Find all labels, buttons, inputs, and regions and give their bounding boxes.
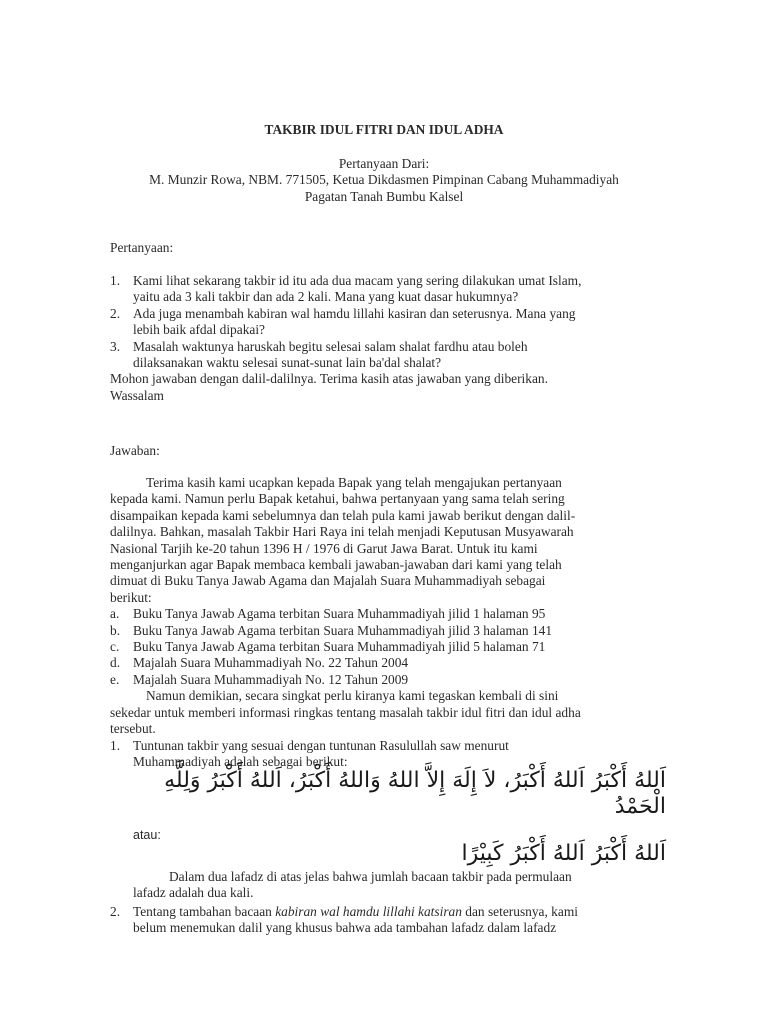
paragraph-line: dimuat di Buku Tanya Jawab Agama dan Majalah Suara Muhammadiyah sebagai — [110, 573, 546, 589]
atau-label: atau: — [133, 828, 161, 842]
question-number: 2. — [110, 305, 121, 321]
reference-text: Majalah Suara Muhammadiyah No. 22 Tahun 2004 — [133, 655, 409, 671]
reference-item — [110, 655, 658, 671]
question-line: yaitu ada 3 kali takbir dan ada 2 kali. Mana yang kuat dasar hukumnya? — [133, 289, 519, 305]
answer-point-1 — [110, 738, 658, 771]
paragraph-line: berikut: — [110, 589, 152, 605]
reference-text: Buku Tanya Jawab Agama terbitan Suara Muhammadiyah jilid 1 halaman 95 — [133, 606, 546, 622]
question-list — [110, 273, 670, 404]
arabic-takbir-2: اَللهُ أَكْبَرُ اَللهُ أَكْبَرُ كَبِيْرًا — [461, 841, 666, 866]
point-text: Tentang tambahan bacaan — [133, 904, 276, 919]
source-line-1: M. Munzir Rowa, NBM. 771505, Ketua Dikdasmen Pimpinan Cabang Muhammadiyah — [149, 172, 619, 188]
paragraph-line: menganjurkan agar Bapak membaca kembali jawaban-jawaban dari kami yang telah — [110, 557, 562, 573]
point-italic-phrase: kabiran wal hamdu lillahi katsiran — [275, 904, 462, 919]
question-number: 3. — [110, 338, 121, 354]
answer-label: Jawaban: — [110, 443, 160, 458]
paragraph-line: Namun demikian, secara singkat perlu kiranya kami tegaskan kembali di sini — [146, 688, 559, 704]
explanation-line: lafadz adalah dua kali. — [133, 885, 254, 901]
reference-text: Buku Tanya Jawab Agama terbitan Suara Muhammadiyah jilid 5 halaman 71 — [133, 639, 546, 655]
question-line: Masalah waktunya haruskah begitu selesai salam shalat fardhu atau boleh — [133, 338, 528, 354]
explanation — [110, 869, 658, 902]
point-line: belum menemukan dalil yang khusus bahwa ada tambahan lafadz dalam lafadz — [133, 920, 557, 936]
question-number: 1. — [110, 273, 121, 288]
paragraph-line: dalilnya. Bahkan, masalah Takbir Hari Raya ini telah menjadi Keputusan Musyawarah — [110, 524, 574, 540]
paragraph-line: Nasional Tarjih ke-20 tahun 1396 H / 1976 di Garut Jawa Barat. Untuk itu kami — [110, 540, 538, 556]
reference-letter: c. — [110, 639, 120, 655]
question-item — [110, 339, 670, 372]
point-text: dan seterusnya, kami — [461, 904, 578, 919]
source-line-2: Pagatan Tanah Bumbu Kalsel — [304, 188, 464, 204]
reference-letter: b. — [110, 622, 121, 638]
reference-letter: d. — [110, 655, 121, 671]
reference-letter: e. — [110, 671, 120, 687]
document-title: TAKBIR IDUL FITRI DAN IDUL ADHA — [264, 122, 504, 137]
reference-letter: a. — [110, 606, 120, 622]
arabic-takbir-1: اَللهُ أَكْبَرُ اَللهُ أَكْبَرُ، لاَ إِلَهَ إِلاَّ اللهُ وَاللهُ أَكْبَرُ، اَللهُ أَكْبَرُ وَلِلَّهِ الْحَمْدُ — [164, 768, 666, 819]
reference-item — [110, 623, 658, 639]
explanation-line: Dalam dua lafadz di atas jelas bahwa jumlah bacaan takbir pada permulaan — [169, 869, 572, 884]
question-line: lebih baik afdal dipakai? — [133, 322, 265, 338]
point-line: Muhammadiyah adalah sebagai berikut: — [133, 753, 348, 769]
closing-greeting: Wassalam — [110, 387, 164, 403]
paragraph-line: disampaikan kepada kami sebelumnya dan telah pula kami jawab berikut dengan dalil- — [110, 507, 576, 523]
paragraph-line: tersebut. — [110, 721, 156, 737]
question-item — [110, 273, 670, 306]
question-source — [0, 156, 768, 205]
reference-text: Majalah Suara Muhammadiyah No. 12 Tahun 2009 — [133, 671, 409, 687]
question-item — [110, 306, 670, 339]
reference-item — [110, 639, 658, 655]
answer-paragraph-1 — [110, 475, 658, 770]
point-number: 2. — [110, 904, 121, 919]
paragraph-line: sekedar untuk memberi informasi ringkas tentang masalah takbir idul fitri dan idul adha — [110, 704, 581, 720]
questions-label: Pertanyaan: — [110, 240, 174, 255]
question-line: Ada juga menambah kabiran wal hamdu lillahi kasiran dan seterusnya. Mana yang — [133, 305, 576, 321]
reference-text: Buku Tanya Jawab Agama terbitan Suara Muhammadiyah jilid 3 halaman 141 — [133, 622, 553, 638]
point-line: Tuntunan takbir yang sesuai dengan tuntunan Rasulullah saw menurut — [133, 737, 509, 753]
paragraph-line: kepada kami. Namun perlu Bapak ketahui, bahwa pertanyaan yang sama telah sering — [110, 491, 565, 507]
question-line: dilaksanakan waktu selesai sunat-sunat lain ba'dal shalat? — [133, 355, 442, 371]
point-line — [133, 904, 670, 920]
question-line: Kami lihat sekarang takbir id itu ada dua macam yang sering dilakukan umat Islam, — [133, 273, 582, 288]
paragraph-line: Terima kasih kami ucapkan kepada Bapak yang telah mengajukan pertanyaan — [146, 475, 562, 490]
point-item — [110, 904, 670, 937]
reference-item — [110, 606, 658, 622]
point-number: 1. — [110, 737, 121, 753]
answer-point-2 — [110, 904, 670, 937]
reference-item — [110, 672, 658, 688]
closing-request: Mohon jawaban dengan dalil-dalilnya. Terima kasih atas jawaban yang diberikan. — [110, 371, 548, 387]
source-label: Pertanyaan Dari: — [338, 156, 430, 171]
